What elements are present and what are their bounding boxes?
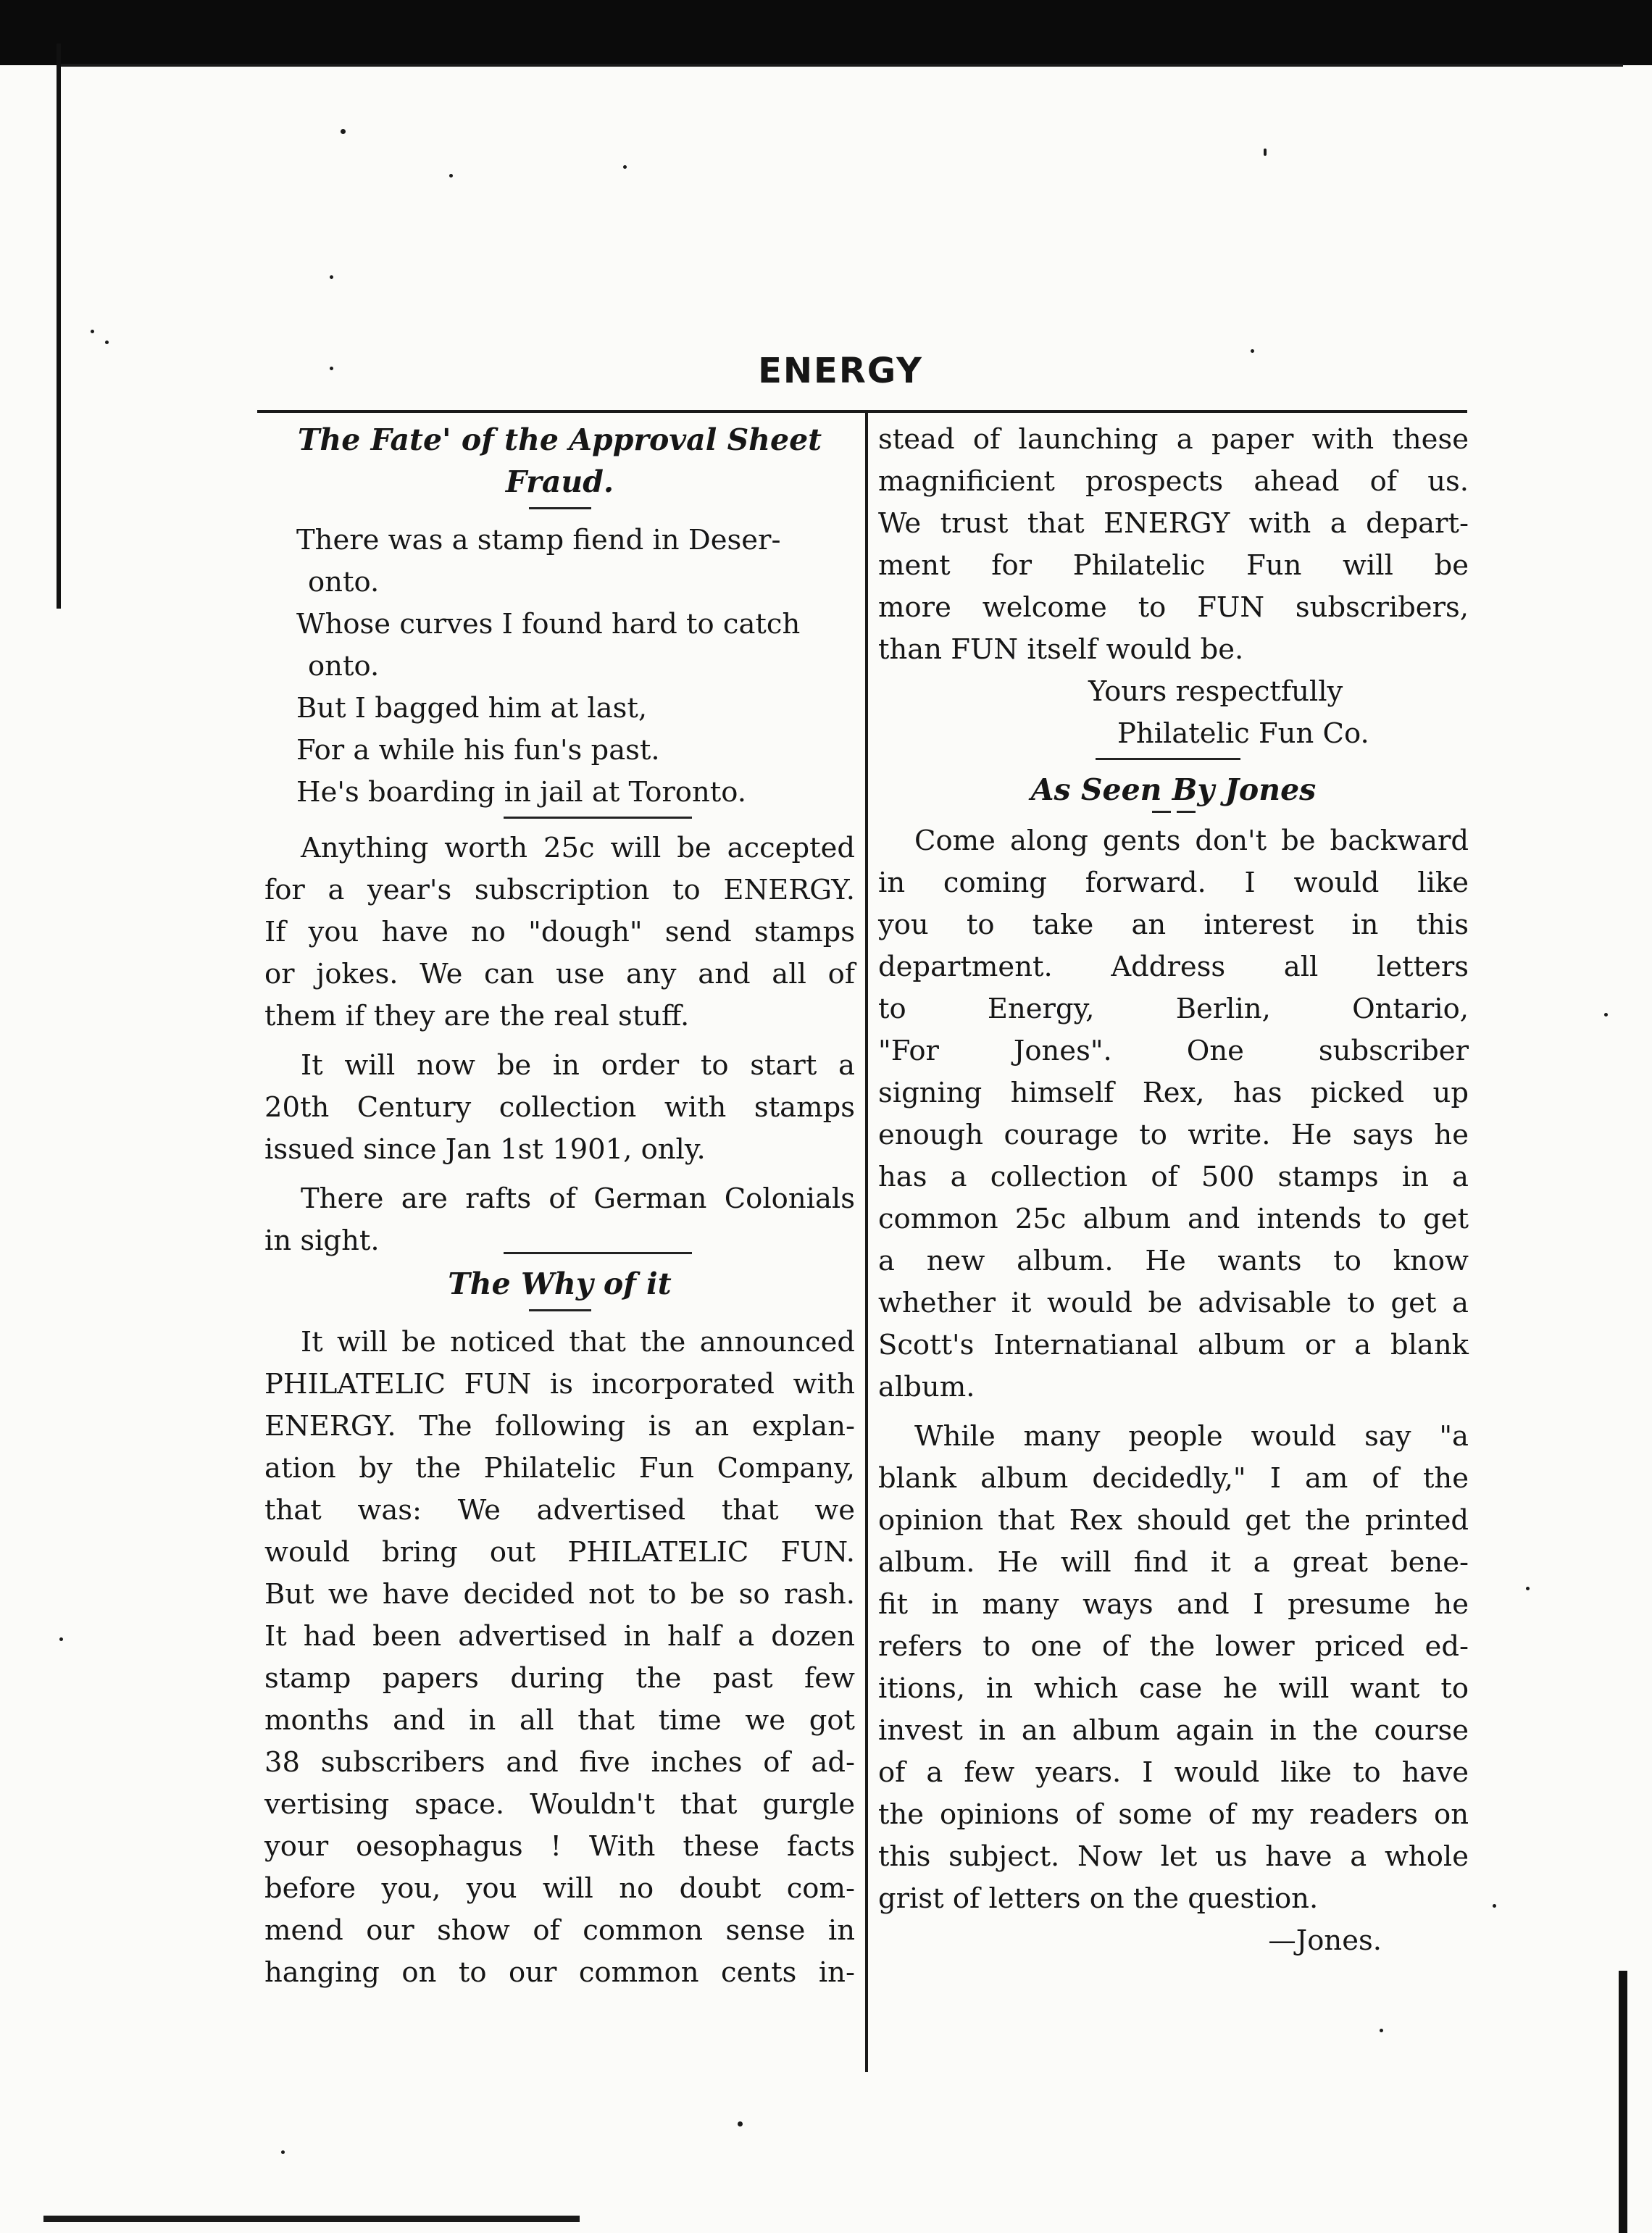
scan-speck xyxy=(341,129,346,134)
scan-speck xyxy=(738,2121,743,2126)
text-line: issued since Jan 1st 1901, only. xyxy=(264,1133,706,1166)
text-line: Scott's Internatianal album or a blank xyxy=(878,1329,1469,1361)
text-line: enough courage to write. He says he xyxy=(878,1119,1469,1151)
section-rule xyxy=(504,817,692,819)
text-line: grist of letters on the question. xyxy=(878,1882,1319,1915)
text-line: whether it would be advisable to get a xyxy=(878,1287,1469,1319)
column-divider xyxy=(865,413,868,2072)
text-line: a new album. He wants to know xyxy=(878,1245,1469,1277)
text-line: Anything worth 25c will be accepted xyxy=(301,832,855,864)
why-of-it-continued xyxy=(878,419,1469,755)
poem-line: Whose curves I found hard to catch xyxy=(296,608,801,640)
scan-top-border xyxy=(0,0,1652,65)
section-rule xyxy=(1096,758,1240,760)
text-line: ation by the Philatelic Fun Company, xyxy=(264,1452,855,1485)
why-of-it-title: The Why of it xyxy=(448,1266,672,1301)
text-line: signing himself Rex, has picked up xyxy=(878,1077,1469,1109)
text-line: common 25c album and intends to get xyxy=(878,1203,1469,1235)
poem-title: The Fate' of the Approval Sheet Fraud. xyxy=(297,422,822,499)
scan-right-edge xyxy=(1619,1971,1627,2233)
text-line: 20th Century collection with stamps xyxy=(264,1091,855,1124)
text-line: album. xyxy=(878,1371,975,1403)
scan-speck xyxy=(1604,1013,1608,1017)
scan-speck xyxy=(1493,1904,1496,1908)
text-line: invest in an album again in the course xyxy=(878,1714,1469,1747)
scan-top-border-fringe xyxy=(58,64,1623,74)
text-line: you to take an interest in this xyxy=(878,909,1469,941)
text-line: this subject. Now let us have a whole xyxy=(878,1840,1469,1873)
jones-paragraph-2 xyxy=(878,1416,1469,1962)
scan-speck xyxy=(623,165,627,169)
scan-speck xyxy=(59,1637,63,1641)
header-rule xyxy=(257,410,1467,413)
text-line: vertising space. Wouldn't that gurgle xyxy=(264,1788,855,1821)
left-column xyxy=(264,419,855,1994)
poem xyxy=(264,519,855,814)
text-line: stead of launching a paper with these xyxy=(878,423,1469,456)
text-line: itions, in which case he will want to xyxy=(878,1672,1469,1705)
text-line: months and in all that time we got xyxy=(264,1704,855,1737)
text-line: hanging on to our common cents in- xyxy=(264,1956,855,1989)
scan-bottom-border xyxy=(43,2216,580,2222)
text-line: If you have no "dough" send stamps xyxy=(264,916,855,948)
page-title: ENERGY xyxy=(758,351,923,391)
text-line: But we have decided not to be so rash. xyxy=(264,1578,855,1611)
text-line: stamp papers during the past few xyxy=(264,1662,855,1695)
text-line: refers to one of the lower priced ed- xyxy=(878,1630,1469,1663)
text-line: mend our show of common sense in xyxy=(264,1914,855,1947)
text-line: "For Jones". One subscriber xyxy=(878,1035,1469,1067)
section-rule xyxy=(504,1252,692,1254)
scan-speck xyxy=(1526,1587,1530,1590)
text-line: before you, you will no doubt com- xyxy=(264,1872,855,1905)
text-line: or jokes. We can use any and all of xyxy=(264,958,855,990)
scan-speck xyxy=(1380,2029,1383,2032)
text-line: 38 subscribers and five inches of ad- xyxy=(264,1746,855,1779)
poem-line: He's boarding in jail at Toronto. xyxy=(296,776,746,809)
jones-title: As Seen By Jones xyxy=(1030,772,1317,807)
jones-signature: —Jones. xyxy=(1268,1924,1382,1957)
text-line: in sight. xyxy=(264,1224,380,1257)
text-line: fit in many ways and I presume he xyxy=(878,1588,1469,1621)
scan-speck xyxy=(330,367,333,370)
text-line: It had been advertised in half a dozen xyxy=(264,1620,855,1653)
colonials-notice xyxy=(264,1178,855,1262)
text-line: We trust that ENERGY with a depart- xyxy=(878,507,1469,540)
text-line: more welcome to FUN subscribers, xyxy=(878,591,1469,624)
scan-speck xyxy=(105,341,109,344)
text-line: to Energy, Berlin, Ontario, xyxy=(878,993,1469,1025)
text-line: for a year's subscription to ENERGY. xyxy=(264,874,855,906)
text-line: would bring out PHILATELIC FUN. xyxy=(264,1536,855,1569)
text-line: Come along gents don't be backward xyxy=(914,825,1469,857)
scan-left-border xyxy=(57,43,61,609)
right-column xyxy=(878,419,1469,1962)
why-of-it-body xyxy=(264,1322,855,1994)
text-line: your oesophagus ! With these facts xyxy=(264,1830,855,1863)
text-line: the opinions of some of my readers on xyxy=(878,1798,1469,1831)
title-rule xyxy=(529,1309,591,1311)
text-line: has a collection of 500 stamps in a xyxy=(878,1161,1469,1193)
scan-speck xyxy=(330,275,333,279)
scan-speck xyxy=(1264,149,1267,156)
subscription-notice xyxy=(264,827,855,1038)
text-line: them if they are the real stuff. xyxy=(264,1000,690,1032)
poem-line: onto. xyxy=(308,566,380,598)
text-line: than FUN itself would be. xyxy=(878,633,1244,666)
poem-line: There was a stamp fiend in Deser- xyxy=(296,524,781,556)
text-line: magnificient prospects ahead of us. xyxy=(878,465,1469,498)
title-rule xyxy=(1152,811,1196,813)
text-line: blank album decidedly," I am of the xyxy=(878,1462,1469,1495)
text-line: department. Address all letters xyxy=(878,951,1469,983)
scan-speck xyxy=(281,2150,285,2154)
scan-speck xyxy=(449,174,453,178)
text-line: It will now be in order to start a xyxy=(301,1049,855,1082)
scan-speck xyxy=(91,330,94,333)
poem-line: For a while his fun's past. xyxy=(296,734,660,767)
title-rule xyxy=(529,507,591,509)
text-line: that was: We advertised that we xyxy=(264,1494,855,1527)
century-notice xyxy=(264,1045,855,1171)
jones-paragraph-1 xyxy=(878,820,1469,1408)
text-line: in coming forward. I would like xyxy=(878,867,1469,899)
poem-line: onto. xyxy=(308,650,380,683)
poem-line: But I bagged him at last, xyxy=(296,692,648,725)
text-line: ment for Philatelic Fun will be xyxy=(878,549,1469,582)
text-line: It will be noticed that the announced xyxy=(301,1326,855,1358)
text-line: PHILATELIC FUN is incorporated with xyxy=(264,1368,855,1401)
text-line: opinion that Rex should get the printed xyxy=(878,1504,1469,1537)
text-line: While many people would say "a xyxy=(914,1420,1469,1453)
text-line: album. He will find it a great bene- xyxy=(878,1546,1469,1579)
text-line: There are rafts of German Colonials xyxy=(301,1182,855,1215)
text-line: ENERGY. The following is an explan- xyxy=(264,1410,855,1443)
scan-speck xyxy=(1251,349,1254,353)
signature: Philatelic Fun Co. xyxy=(1117,717,1369,750)
text-line: of a few years. I would like to have xyxy=(878,1756,1469,1789)
signoff: Yours respectfully xyxy=(1088,675,1343,708)
